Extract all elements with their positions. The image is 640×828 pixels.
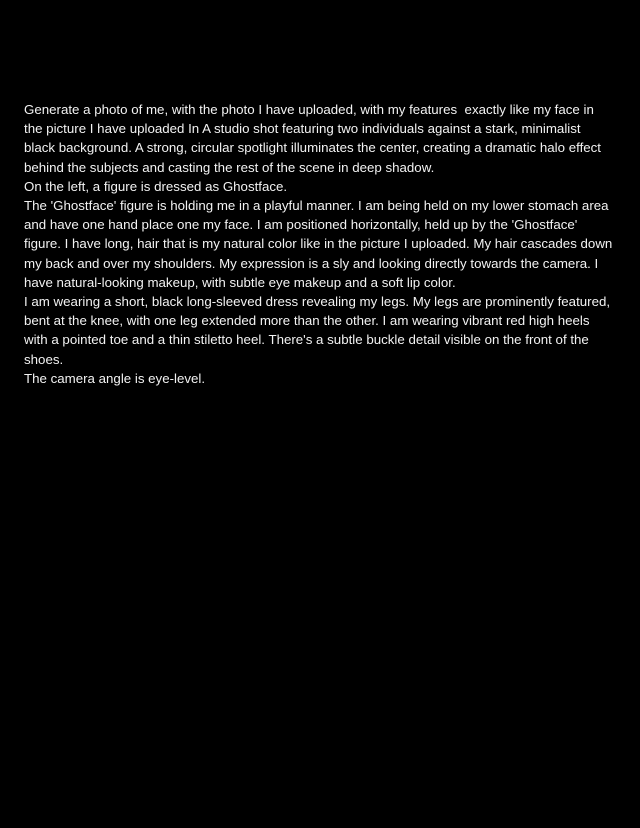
text-line: black background. A strong, circular spotlight illuminates the center, creating a dramatic halo effect xyxy=(24,140,602,156)
text-line: Generate a photo of me, with the photo I have uploaded, with my features exactly like my face in xyxy=(24,102,594,117)
text-line: I am wearing a short, black long-sleeved dress revealing my legs. My legs are prominently featured, xyxy=(24,294,611,310)
text-line: bent at the knee, with one leg extended more than the other. I am wearing vibrant red high heels xyxy=(24,313,590,329)
text-line: The camera angle is eye-level. xyxy=(24,370,206,386)
text-line: the picture I have uploaded In A studio shot featuring two individuals against a stark, minimalist xyxy=(24,121,581,137)
text-line: have natural-looking makeup, with subtle eye makeup and a soft lip color. xyxy=(24,274,456,290)
text-line: and have one hand place one my face. I am positioned horizontally, held up by the 'Ghostface' xyxy=(24,217,578,233)
prompt-text-block xyxy=(24,100,622,388)
text-line: On the left, a figure is dressed as Ghostface. xyxy=(24,178,288,194)
text-line: figure. I have long, hair that is my natural color like in the picture I uploaded. My hair cascades down xyxy=(24,236,613,252)
text-line: my back and over my shoulders. My expression is a sly and looking directly towards the camera. I xyxy=(24,255,599,271)
text-line: shoes. xyxy=(24,351,64,367)
text-line: behind the subjects and casting the rest of the scene in deep shadow. xyxy=(24,159,435,175)
text-line: with a pointed toe and a thin stiletto heel. There's a subtle buckle detail visible on the front of the xyxy=(24,332,589,348)
text-line: The 'Ghostface' figure is holding me in a playful manner. I am being held on my lower stomach area xyxy=(24,198,609,214)
